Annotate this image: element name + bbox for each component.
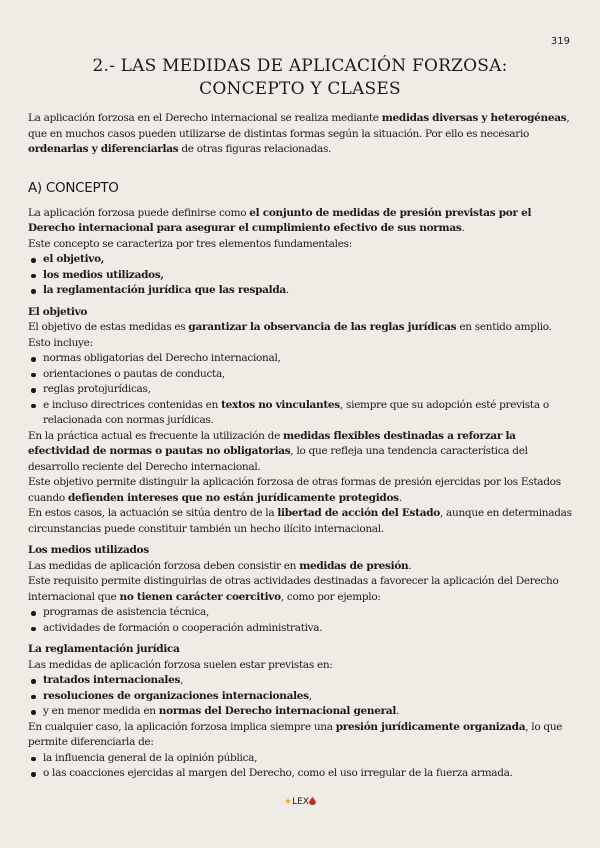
concepto-definition xyxy=(28,206,572,237)
concepto-end: . xyxy=(461,222,465,234)
title-line-2: CONCEPTO Y CLASES xyxy=(199,79,401,99)
p3-bold: medidas flexibles destinadas a reforzar la efectividad de normas o pautas no obligatorias xyxy=(28,429,516,457)
intro-text-3: de otras figuras relacionadas. xyxy=(178,143,332,155)
objetivo-list xyxy=(28,351,572,429)
list-item xyxy=(28,673,572,689)
drop-icon xyxy=(309,797,316,805)
item-bold: textos no vinculantes xyxy=(221,398,340,411)
source-tratados: tratados internacionales xyxy=(43,674,181,686)
list-item: actividades de formación o cooperación administrativa. xyxy=(28,621,572,637)
objetivo-paragraph-4 xyxy=(28,475,572,506)
concepto-elements-intro: Este concepto se caracteriza por tres elementos fundamentales: xyxy=(28,237,352,250)
element-end: . xyxy=(285,284,289,296)
source-normas: normas del Derecho internacional general xyxy=(158,705,397,717)
list-item xyxy=(28,252,572,268)
p5-bold: libertad de acción del Estado xyxy=(277,507,440,519)
subheading-reglamentacion: La reglamentación jurídica xyxy=(28,643,180,655)
item-text: e incluso directrices contenidas en xyxy=(43,398,222,411)
source-text: y en menor medida en xyxy=(43,705,159,717)
list-item xyxy=(28,268,572,284)
medios-p2-bold: no tienen carácter coercitivo xyxy=(119,590,281,603)
medios-bold: medidas de presión xyxy=(299,559,409,572)
objetivo-paragraph-1 xyxy=(28,320,572,336)
reglamentacion-diff-list xyxy=(28,751,572,782)
source-end: . xyxy=(396,705,400,717)
subheading-medios: Los medios utilizados xyxy=(28,544,149,556)
concepto-elements-list xyxy=(28,252,572,299)
p4-text-end: . xyxy=(398,491,402,504)
medios-p2-text: Este requisito permite distinguirlas de otras actividades destinadas a favorecer la aplicación del Derecho internacional que xyxy=(28,575,559,603)
document-body xyxy=(28,111,572,782)
medios-list xyxy=(28,605,572,636)
list-item xyxy=(28,283,572,299)
list-item: normas obligatorias del Derecho internacional, xyxy=(28,351,572,367)
objetivo-paragraph-2: Esto incluye: xyxy=(28,336,93,349)
medios-end: . xyxy=(408,559,412,572)
p4-text: Este objetivo permite distinguir la aplicación forzosa de otras formas de presión ejercidas por los Estados cuando xyxy=(28,476,561,504)
intro-bold-2: ordenarlas y diferenciarlas xyxy=(28,143,179,155)
objetivo-bold: garantizar la observancia de las reglas jurídicas xyxy=(188,321,457,333)
element-objetivo: el objetivo, xyxy=(43,253,105,265)
source-resoluciones: resoluciones de organizaciones internacionales xyxy=(43,689,309,702)
list-item xyxy=(28,398,572,429)
objetivo-end: en sentido amplio. xyxy=(456,321,552,333)
p4-bold: defienden intereses que no están jurídicamente protegidos xyxy=(67,491,399,504)
subheading-objetivo: El objetivo xyxy=(28,305,88,318)
list-item: o las coacciones ejercidas al margen del Derecho, como el uso irregular de la fuerza armada. xyxy=(28,766,572,782)
list-item: la influencia general de la opinión pública, xyxy=(28,751,572,767)
concepto-text: La aplicación forzosa puede definirse como xyxy=(28,206,250,219)
objetivo-paragraph-3 xyxy=(28,429,572,476)
list-item: programas de asistencia técnica, xyxy=(28,605,572,621)
concepto-bold: el conjunto de medidas de presión previstas por el Derecho internacional para asegurar el cumplimiento efectivo de sus normas xyxy=(28,206,532,234)
regl-p2-bold: presión jurídicamente organizada xyxy=(335,720,526,733)
element-reglamentacion: la reglamentación jurídica que las respalda xyxy=(43,284,286,296)
medios-p2-end: , como por ejemplo: xyxy=(280,590,381,603)
objetivo-text: El objetivo de estas medidas es xyxy=(28,321,189,333)
intro-text-2: , que en muchos casos pueden utilizarse de distintas formas según la situación. Por ello es necesario xyxy=(28,112,570,140)
objetivo-paragraph-5 xyxy=(28,506,572,537)
brand-label: LEX xyxy=(292,797,309,807)
page-number: 319 xyxy=(550,36,570,47)
footer-logo xyxy=(0,797,600,807)
regl-p2-text: En cualquier caso, la aplicación forzosa implica siempre una xyxy=(28,720,336,733)
p3-text: En la práctica actual es frecuente la utilización de xyxy=(28,429,284,442)
reglamentacion-paragraph-2 xyxy=(28,720,572,751)
p3-text-end: , lo que refleja una tendencia característica del desarrollo reciente del Derecho internacional. xyxy=(28,445,528,473)
list-item: orientaciones o pautas de conducta, xyxy=(28,367,572,383)
intro-text-1: La aplicación forzosa en el Derecho internacional se realiza mediante xyxy=(28,112,382,124)
item-text-end: , siempre que su adopción esté prevista o relacionada con normas jurídicas. xyxy=(43,398,549,426)
source-end: , xyxy=(180,674,184,686)
medios-text: Las medidas de aplicación forzosa deben consistir en xyxy=(28,559,300,572)
page-title xyxy=(28,0,572,101)
p5-text-end: , aunque en determinadas circunstancias puede constituir también un hecho ilícito internacional. xyxy=(28,507,572,535)
reglamentacion-sources-list xyxy=(28,673,572,720)
star-icon: ★ xyxy=(284,797,293,807)
medios-paragraph-1 xyxy=(28,559,572,575)
intro-bold-1: medidas diversas y heterogéneas xyxy=(381,112,567,124)
intro-paragraph xyxy=(28,111,572,158)
list-item xyxy=(28,689,572,705)
regl-p2-end: , lo que permite diferenciarla de: xyxy=(28,720,563,748)
list-item xyxy=(28,704,572,720)
p5-text: En estos casos, la actuación se sitúa dentro de la xyxy=(28,507,278,519)
reglamentacion-paragraph-1: Las medidas de aplicación forzosa suelen estar previstas en: xyxy=(28,658,333,671)
list-item: reglas protojurídicas, xyxy=(28,382,572,398)
medios-paragraph-2 xyxy=(28,574,572,605)
element-medios: los medios utilizados, xyxy=(43,268,164,281)
source-end: , xyxy=(308,689,312,702)
title-line-1: 2.- LAS MEDIDAS DE APLICACIÓN FORZOSA: xyxy=(92,56,508,76)
section-heading-concepto: A) CONCEPTO xyxy=(28,179,119,196)
